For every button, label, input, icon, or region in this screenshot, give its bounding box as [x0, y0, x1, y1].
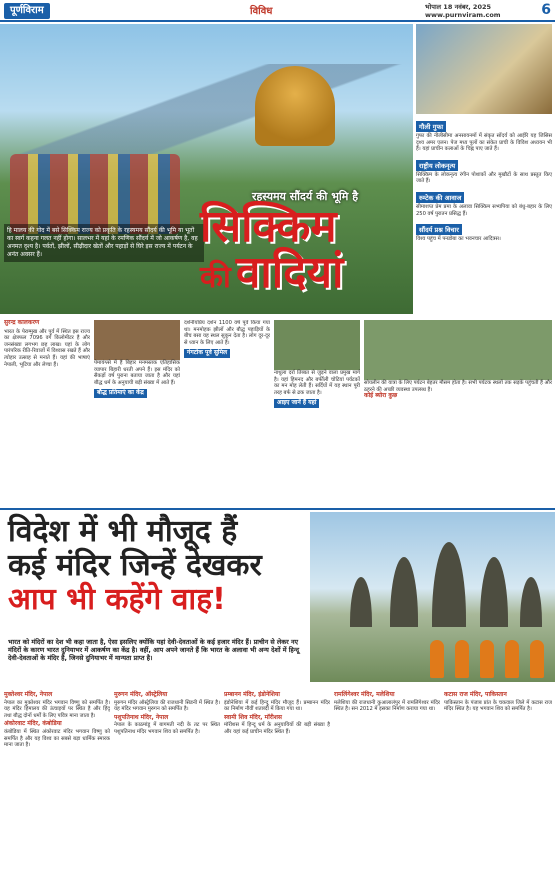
article-column-3: [184, 320, 270, 505]
feature-headline-line-1: विदेश में भी मौजूद हैं: [8, 514, 238, 549]
column-3-text: दर्शनीयप्रिय दर्शन 1100 वर्ष पूर्व किया गया था। मनमोहक झीलों और बौद्ध पहाड़ियों के बीच बसा यह स्थल सुकून देता है। लोग दूर-दूर से ध्यान के लिए आते हैं।: [184, 320, 270, 346]
temple-tower: [480, 557, 508, 627]
monk-figure: [505, 640, 519, 678]
temple-heading: प्रम्बानन मंदिर, इंडोनेशिया: [224, 691, 280, 698]
temple-tower: [350, 577, 372, 627]
bottom-column-1: [4, 690, 110, 880]
temple-text: नेपाल के काठमांडू में बागमती नदी के तट पर स्थित पशुपतिनाथ मंदिर भगवान शिव को समर्पित है।: [114, 722, 220, 735]
column-2-subhead: बौद्ध प्रतिमाएं का केंद्र: [94, 389, 147, 398]
bottom-column-4: [334, 690, 440, 880]
right-head-2: राष्ट्रीय लोकनृत्य: [416, 160, 458, 171]
hero-intro-text: हि मालय की गोद में बसे सिक्किम राज्य को प्रकृति के रहस्यमय सौंदर्य की भूमि या भूतों का स्वर्ग कहना गलत नहीं होगा। सालभर में यहां के रमणिक सौंदर्य में जो आकर्षण है, वह अनमत दृश्य है। पर्वतों, झीलों, सीढ़ीदार खेतों और पहाड़ों से घिरे इस राज्य में पर्यटन के अनंत अवसर हैं।: [7, 227, 198, 258]
right-text-3: सीमाशप्त प्रेम प्रमा के अलावा सिक्किम सभ्यपिया को बंधु-बहार के लिए 250 वर्ष पुरातन प्रसिद्ध हैं।: [416, 203, 552, 217]
temple-heading: रामलिंगेश्वर मंदिर, मलेशिया: [334, 691, 395, 698]
hero-title-3: वादियां: [235, 247, 344, 298]
temple-heading: स्वामी शिव मंदिर, मॉरीशस: [224, 713, 282, 721]
temple-text: मलेशिया की राजधानी कुआलालंपुर में रामलिंगेश्वर मंदिर स्थित है। सन 2012 में इसका निर्माण कराया गया था।: [334, 699, 440, 713]
feature-headline-line-2: कई मंदिर जिन्हें देखकर: [8, 548, 262, 583]
hero-kicker: रहस्यमय सौंदर्य की भूमि है: [251, 190, 359, 203]
bottom-column-5: [444, 690, 552, 880]
section-divider: [0, 508, 555, 510]
masthead: [0, 0, 555, 22]
column-1-text: भारत के पेराम्मुख और पूर्व में स्थित इस राज्य का क्षेत्रफल 7096 वर्ग किलोमीटर है और जनसंख्या लगभग छह लाख। यहां के लोग पारंपरिक रीति-रिवाजों में विश्वास रखते हैं और त्योहार उत्साह से मनाते हैं। यहां की भाषाएं नेपाली, भूटिया और लेप्चा हैं।: [4, 328, 90, 368]
right-column: [416, 24, 552, 243]
temple-tower: [390, 557, 418, 627]
article-column-1: [4, 320, 90, 505]
section-title: विविध: [250, 6, 273, 17]
temple-text: मॉरीशस में हिन्दू धर्म के अनुयायियों की बड़ी संख्या है और यहां कई प्राचीन मंदिर स्थित हैं।: [224, 722, 330, 735]
hero-title-1: सिक्किम: [200, 201, 337, 252]
feature-headline-line-3: आप भी कहेंगे वाह!: [8, 582, 226, 617]
byline: सुरेन्द्र कालकरण: [4, 320, 40, 326]
right-text-4: विश्व पहुंच में पनडोबा का भवनचार आदित्रस।: [416, 236, 501, 243]
buddha-statue-image: [255, 66, 335, 146]
temple-text: पाकिस्तान के पंजाब प्रांत के चकवाल जिले में कटास राज मंदिर स्थित है। यह भगवान शिव को समर्पित है।: [444, 699, 552, 713]
right-head-4: सौंदर्य प्रश्न विचार: [416, 224, 462, 235]
dancers-image: [10, 154, 180, 234]
article-column-5: [364, 320, 552, 505]
right-head-3: रुम्टेक की आवाज: [416, 192, 464, 203]
temple-tower: [520, 577, 542, 627]
feature-headline: [8, 515, 308, 617]
hero-title-2: की: [200, 260, 231, 295]
feature-lead: भारत को मंदिरों का देश भी कहा जाता है, ऐसा इसलिए क्योंकि यहां देवी-देवताओं के कई हजार मंदिर हैं। प्राचीन से लेकर नए मंदिरों के कारण भारत दुनियाभर में आकर्षण का केंद्र है। वहीं, आप अपने जानते हैं कि भारत के अलावा भी अन्य देशों में हिन्दू देवी-देवताओं के मंदिर हैं, जिनसे दुनियाभर में मान्यता प्राप्त है।: [8, 638, 300, 662]
newspaper-logo[interactable]: पूर्णविराम: [4, 3, 50, 19]
column-4-text: नाथुला दर्रा तिब्बत से जुड़ने वाला प्रमुख मार्ग है। यहां हिमनद और बर्फीली चोटियां पर्यटकों का मन मोह लेती हैं। सर्दियों में यह स्थान पूरी तरह बर्फ से ढक जाता है।: [274, 370, 360, 396]
lake-photo: [364, 320, 552, 380]
column-5-text: सोयलीन की यात्रा के लिए पर्यटन बेहतर मौसम होता है। सभी पर्यटक स्थलों तक सड़कें पहुंचती हैं और ठहरने की अच्छी व्यवस्था उपलब्ध है।: [364, 380, 552, 393]
hero-intro: [4, 224, 204, 262]
monk-figure: [430, 640, 444, 678]
issue-date: भोपाल 18 नवंबर, 2025: [425, 3, 492, 11]
temple-heading: कटास राज मंदिर, पाकिस्तान: [444, 691, 507, 698]
right-head-1: गौली गुफा: [416, 121, 446, 132]
hero-photo: [0, 24, 413, 314]
website-url[interactable]: www.purnviram.com: [425, 11, 501, 19]
hero-headline: [200, 189, 410, 314]
temple-text: नेपाल का मुक्तेश्वर मंदिर भगवान विष्णु को समर्पित है। यह मंदिर हिमालय की ऊंचाइयों पर स्थित है और हिंदू तथा बौद्ध दोनों धर्मों के लिए पवित्र माना जाता है।: [4, 699, 110, 719]
right-text-1: गुफा की नीलीसीमा अनसायनमों में संकृत सोंदर्य को आईरि यह जिसिस दृश्य अमर एलन। पेज मध्य पुलों का संकेत प्राची के विविश अध्ययन भी है। यहां प्राचीन कलाओं के चिह्न पाए जाते हैं।: [416, 133, 552, 153]
monastery-photo: [94, 320, 180, 360]
photo-caption: कोई ब्योरा कुछ: [364, 392, 398, 400]
temple-heading: पशुपतिनाथ मंदिर, नेपाल: [114, 713, 169, 721]
article-column-4: [274, 320, 360, 505]
column-4-subhead: आइए जानें हैं यहां: [274, 399, 319, 408]
monk-figure: [480, 640, 494, 678]
column-2-text: पेमायंग्त्से में हैं बिहार मनमस्तक एतिहासिक व्यापार बिहारी धरती अपने हैं। इस मंदिर को सैकड़ों वर्ष पुराना बताया जाता है और यहां बौद्ध धर्म के अनुयायी बड़ी संख्या में आते हैं।: [94, 360, 180, 386]
temple-text: इंडोनेशिया में कई हिन्दू मंदिर मौजूद हैं। प्रम्बानन मंदिर का निर्माण नौवीं शताब्दी में किया गया था।: [224, 699, 330, 713]
right-top-photo: [416, 24, 552, 114]
page-number: 6: [541, 2, 551, 18]
bottom-column-2: [114, 690, 220, 880]
temple-heading: अंकोरवाट मंदिर, कंबोडिया: [4, 720, 62, 728]
temple-text: मुरुगन मंदिर ऑस्ट्रेलिया की राजधानी सिडनी में स्थित है। यह मंदिर भगवान मुरुगन को समर्पित है।: [114, 699, 220, 713]
temple-tower: [432, 542, 466, 627]
right-text-2: सिक्किम के लोकनृत्य रंगीन पोशाकों और मुखौटों के साथ प्रस्तुत किए जाते हैं।: [416, 171, 552, 185]
temple-text: कंबोडिया में स्थित अंकोरवाट मंदिर भगवान विष्णु को समर्पित है और यह विश्व का सबसे बड़ा धार्मिक स्मारक माना जाता है।: [4, 728, 110, 749]
temple-heading: मुक्तेश्वर मंदिर, नेपाल: [4, 691, 53, 698]
bottom-column-3: [224, 690, 330, 880]
mountain-shape: [0, 64, 413, 154]
valley-photo: [274, 320, 360, 370]
monk-figure: [455, 640, 469, 678]
article-column-2: [94, 320, 180, 505]
dateline: [425, 3, 501, 19]
temple-heading: मुरुगन मंदिर, ऑस्ट्रेलिया: [114, 691, 168, 698]
column-3-subhead: गंगटोक पूर्व सुमिल: [184, 349, 230, 358]
monk-figure: [530, 640, 544, 678]
angkor-temple-photo: [310, 512, 555, 682]
